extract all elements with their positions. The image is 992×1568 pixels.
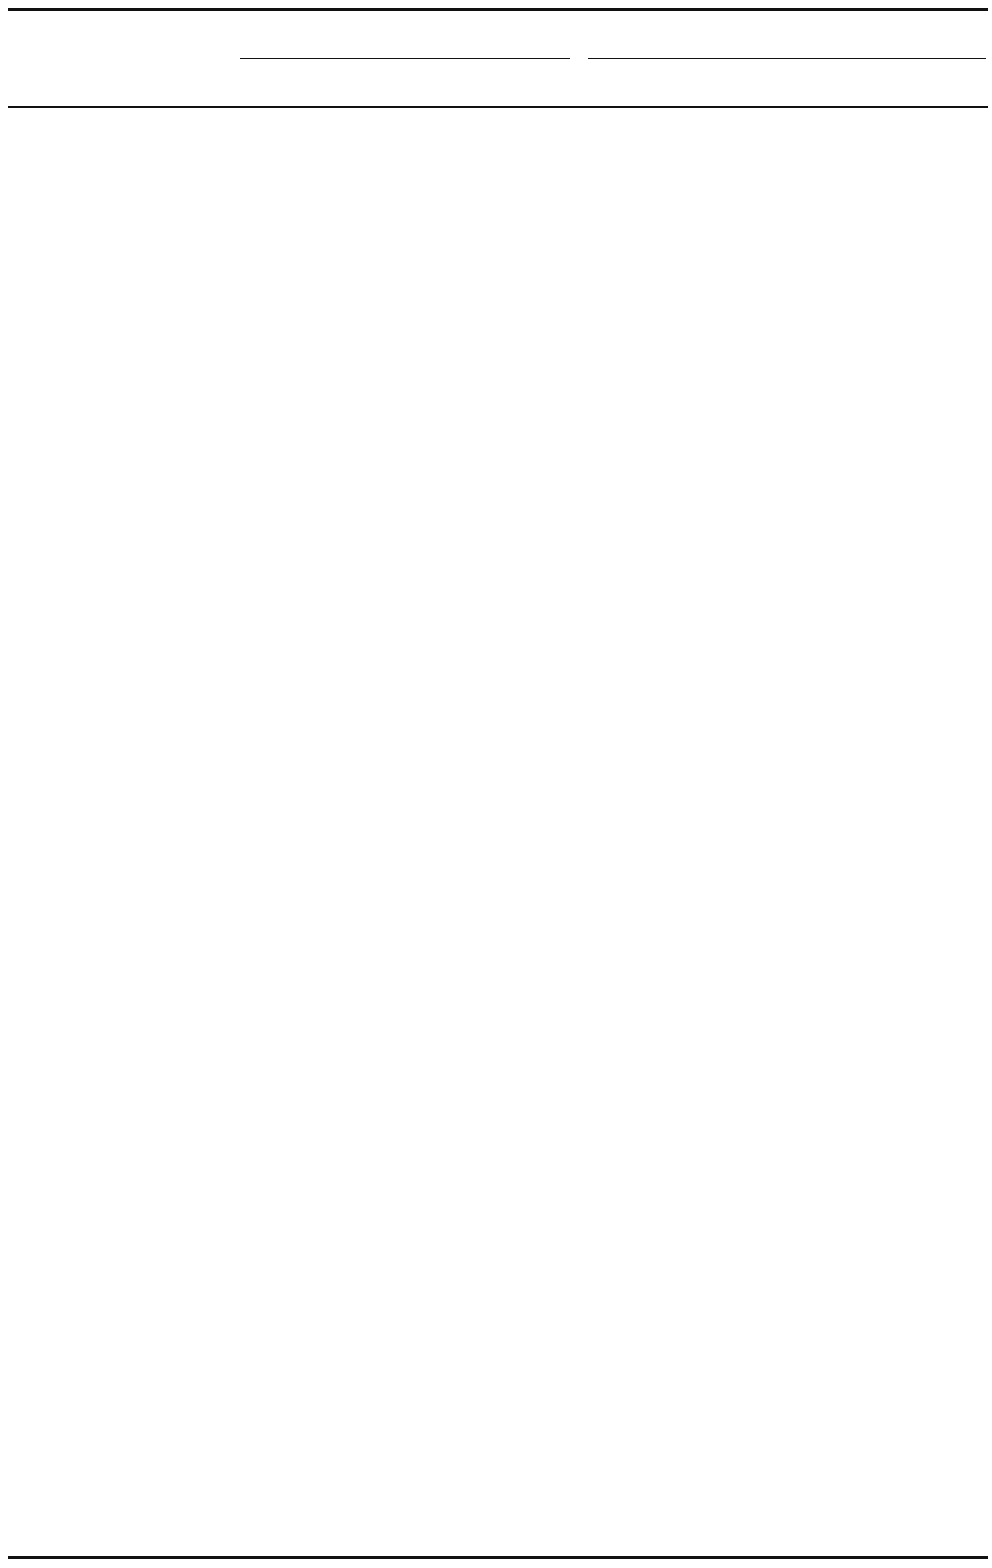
- tstat-cell: [577, 1067, 783, 1109]
- coef-cell: [223, 1274, 397, 1316]
- effect-cell: [784, 1399, 988, 1441]
- coef-cell: [577, 776, 783, 818]
- coef-row: [8, 859, 988, 901]
- tstat-cell: [577, 403, 783, 445]
- blank-cell: [8, 818, 223, 860]
- tstat-cell: [577, 237, 783, 279]
- variable-name: [8, 610, 223, 652]
- coef-cell: [223, 444, 397, 486]
- blank-cell: [8, 1233, 223, 1275]
- coef-cell: [396, 195, 577, 237]
- tstat-cell: [784, 1150, 988, 1192]
- tstat-cell: [396, 901, 577, 943]
- effect-row: [8, 1440, 988, 1482]
- coef-cell: [223, 693, 397, 735]
- tstat-cell: [577, 652, 783, 694]
- blank-cell: [8, 486, 223, 528]
- tstat-cell: [784, 403, 988, 445]
- coef-row: [8, 278, 988, 320]
- tstat-cell: [396, 984, 577, 1026]
- blank-cell: [8, 320, 223, 362]
- tstat-row: [8, 1150, 988, 1192]
- coef-cell: [396, 942, 577, 984]
- tstat-cell: [577, 984, 783, 1026]
- tstat-cell: [396, 818, 577, 860]
- coef-cell: [396, 361, 577, 403]
- coef-cell: [223, 278, 397, 320]
- coef-cell: [223, 1025, 397, 1067]
- tstat-cell: [784, 1067, 988, 1109]
- coef-cell: [577, 1108, 783, 1150]
- tstat-cell: [577, 735, 783, 777]
- coef-cell: [223, 112, 397, 154]
- coef-cell: [784, 1108, 988, 1150]
- coef-cell: [223, 195, 397, 237]
- tstat-row: [8, 569, 988, 611]
- blank-cell: [8, 901, 223, 943]
- coef-cell: [223, 942, 397, 984]
- coef-cell: [223, 610, 397, 652]
- effect-label: [8, 1399, 223, 1441]
- variable-name: [8, 278, 223, 320]
- coef-cell: [784, 1274, 988, 1316]
- coef-cell: [223, 1108, 397, 1150]
- coef-cell: [396, 1274, 577, 1316]
- bottom-rule: [8, 1556, 988, 1559]
- coef-cell: [396, 1025, 577, 1067]
- coef-row: [8, 112, 988, 154]
- coef-row: [8, 361, 988, 403]
- coef-cell: [784, 693, 988, 735]
- tstat-cell: [396, 735, 577, 777]
- tstat-cell: [784, 652, 988, 694]
- effect-cell: [396, 1357, 577, 1399]
- coef-row: [8, 527, 988, 569]
- effect-row: [8, 1399, 988, 1441]
- tstat-row: [8, 320, 988, 362]
- tstat-row: [8, 237, 988, 279]
- effect-cell: [784, 1357, 988, 1399]
- coef-cell: [577, 610, 783, 652]
- blank-cell: [8, 154, 223, 196]
- coef-cell: [784, 112, 988, 154]
- tstat-cell: [577, 154, 783, 196]
- coef-cell: [396, 693, 577, 735]
- effect-cell: [784, 1440, 988, 1482]
- tstat-cell: [784, 486, 988, 528]
- effect-cell: [396, 1440, 577, 1482]
- tstat-cell: [223, 984, 397, 1026]
- group1-rule: [240, 58, 570, 59]
- coef-cell: [223, 1191, 397, 1233]
- blank-cell: [8, 569, 223, 611]
- blank-cell: [8, 237, 223, 279]
- blank-cell: [8, 1150, 223, 1192]
- coef-cell: [577, 444, 783, 486]
- top-rule: [8, 8, 988, 11]
- tstat-cell: [577, 569, 783, 611]
- tstat-cell: [784, 901, 988, 943]
- tstat-row: [8, 652, 988, 694]
- coef-cell: [784, 1191, 988, 1233]
- tstat-cell: [223, 652, 397, 694]
- tstat-cell: [577, 486, 783, 528]
- coef-row: [8, 444, 988, 486]
- coef-cell: [396, 776, 577, 818]
- tstat-row: [8, 1316, 988, 1358]
- coef-cell: [784, 610, 988, 652]
- blank-cell: [8, 1316, 223, 1358]
- coef-cell: [396, 527, 577, 569]
- tstat-cell: [577, 1316, 783, 1358]
- tstat-cell: [223, 1067, 397, 1109]
- effect-cell: [396, 1399, 577, 1441]
- variable-name: [8, 527, 223, 569]
- effect-cell: [577, 1357, 783, 1399]
- coef-cell: [396, 278, 577, 320]
- effect-cell: [577, 1440, 783, 1482]
- tstat-cell: [784, 237, 988, 279]
- tstat-cell: [577, 818, 783, 860]
- tstat-row: [8, 486, 988, 528]
- coef-cell: [784, 859, 988, 901]
- coef-cell: [784, 361, 988, 403]
- effect-label: [8, 1440, 223, 1482]
- variable-name: [8, 195, 223, 237]
- coef-cell: [577, 1191, 783, 1233]
- blank-cell: [8, 735, 223, 777]
- variable-name: [8, 1274, 223, 1316]
- effect-cell: [223, 1357, 397, 1399]
- variable-name: [8, 444, 223, 486]
- coef-cell: [784, 527, 988, 569]
- tstat-cell: [396, 154, 577, 196]
- tstat-cell: [396, 1150, 577, 1192]
- tstat-cell: [223, 237, 397, 279]
- coef-cell: [396, 610, 577, 652]
- coef-cell: [223, 361, 397, 403]
- coef-row: [8, 942, 988, 984]
- coef-cell: [577, 278, 783, 320]
- coef-cell: [396, 444, 577, 486]
- tstat-cell: [577, 320, 783, 362]
- tstat-cell: [784, 735, 988, 777]
- effect-cell: [223, 1399, 397, 1441]
- blank-cell: [8, 984, 223, 1026]
- blank-cell: [8, 1067, 223, 1109]
- tstat-cell: [396, 569, 577, 611]
- tstat-cell: [223, 1150, 397, 1192]
- tstat-row: [8, 154, 988, 196]
- coef-cell: [396, 1191, 577, 1233]
- variable-name: [8, 776, 223, 818]
- coef-row: [8, 1025, 988, 1067]
- tstat-cell: [784, 320, 988, 362]
- header-rule: [8, 106, 988, 108]
- coef-cell: [577, 195, 783, 237]
- variable-name: [8, 1025, 223, 1067]
- tstat-row: [8, 735, 988, 777]
- tstat-cell: [223, 154, 397, 196]
- tstat-cell: [784, 984, 988, 1026]
- tstat-row: [8, 984, 988, 1026]
- coef-cell: [577, 361, 783, 403]
- coef-cell: [784, 1025, 988, 1067]
- tstat-cell: [396, 1233, 577, 1275]
- variable-name: [8, 942, 223, 984]
- blank-cell: [8, 403, 223, 445]
- coef-cell: [396, 1108, 577, 1150]
- coef-cell: [577, 859, 783, 901]
- tstat-cell: [223, 486, 397, 528]
- coef-cell: [784, 444, 988, 486]
- coef-cell: [396, 859, 577, 901]
- regression-table: [8, 112, 988, 1482]
- tstat-cell: [396, 1067, 577, 1109]
- coef-cell: [784, 776, 988, 818]
- blank-cell: [8, 652, 223, 694]
- tstat-cell: [223, 320, 397, 362]
- effect-cell: [223, 1440, 397, 1482]
- tstat-cell: [223, 735, 397, 777]
- variable-name: [8, 361, 223, 403]
- tstat-row: [8, 403, 988, 445]
- coef-cell: [577, 942, 783, 984]
- tstat-row: [8, 1233, 988, 1275]
- coef-row: [8, 610, 988, 652]
- coef-row: [8, 1274, 988, 1316]
- tstat-cell: [784, 569, 988, 611]
- tstat-cell: [396, 1316, 577, 1358]
- group1-header: [338, 14, 342, 51]
- tstat-cell: [223, 1316, 397, 1358]
- variable-name: [8, 859, 223, 901]
- tstat-cell: [223, 569, 397, 611]
- coef-cell: [784, 195, 988, 237]
- coef-row: [8, 693, 988, 735]
- tstat-row: [8, 901, 988, 943]
- coef-row: [8, 1108, 988, 1150]
- coef-row: [8, 776, 988, 818]
- tstat-cell: [784, 154, 988, 196]
- coef-row: [8, 1191, 988, 1233]
- tstat-row: [8, 1067, 988, 1109]
- variable-name: [8, 1108, 223, 1150]
- tstat-cell: [396, 237, 577, 279]
- coef-row: [8, 195, 988, 237]
- tstat-cell: [223, 403, 397, 445]
- tstat-cell: [577, 901, 783, 943]
- coef-cell: [396, 112, 577, 154]
- coef-cell: [784, 942, 988, 984]
- tstat-cell: [577, 1150, 783, 1192]
- tstat-cell: [396, 320, 577, 362]
- coef-cell: [223, 527, 397, 569]
- tstat-cell: [784, 1233, 988, 1275]
- group2-rule: [588, 58, 986, 59]
- tstat-cell: [396, 403, 577, 445]
- tstat-cell: [223, 1233, 397, 1275]
- coef-cell: [577, 112, 783, 154]
- tstat-cell: [784, 818, 988, 860]
- tstat-row: [8, 818, 988, 860]
- effect-row: [8, 1357, 988, 1399]
- group2-header: [712, 14, 716, 51]
- coef-cell: [784, 278, 988, 320]
- variable-name: [8, 1191, 223, 1233]
- tstat-cell: [784, 1316, 988, 1358]
- coef-cell: [577, 527, 783, 569]
- coef-cell: [223, 776, 397, 818]
- coef-cell: [577, 1025, 783, 1067]
- coef-cell: [223, 859, 397, 901]
- tstat-cell: [396, 486, 577, 528]
- tstat-cell: [577, 1233, 783, 1275]
- coef-cell: [577, 1274, 783, 1316]
- effect-cell: [577, 1399, 783, 1441]
- tstat-cell: [223, 901, 397, 943]
- tstat-cell: [396, 652, 577, 694]
- effect-label: [8, 1357, 223, 1399]
- coef-cell: [577, 693, 783, 735]
- variable-name: [8, 693, 223, 735]
- variable-name: [8, 112, 223, 154]
- tstat-cell: [223, 818, 397, 860]
